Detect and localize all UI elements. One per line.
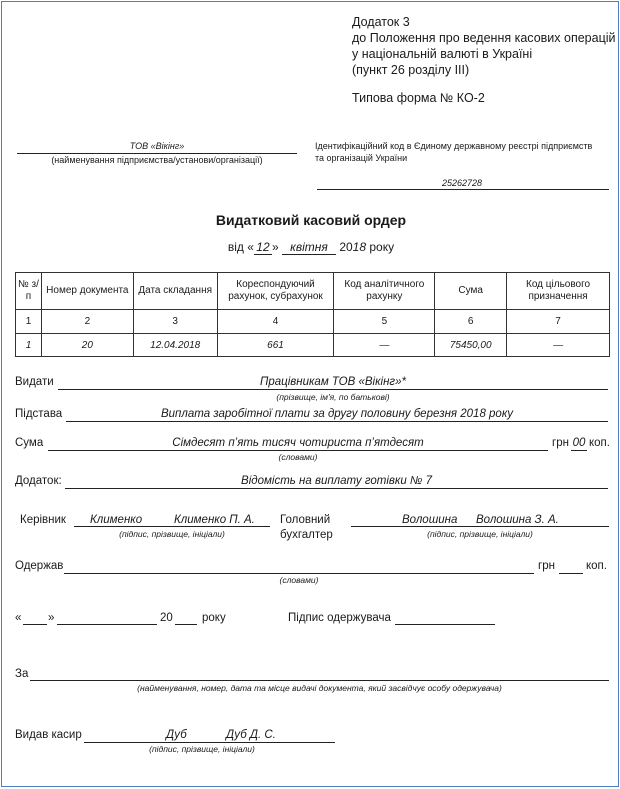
pidstava-label: Підстава bbox=[15, 408, 63, 420]
buh-label-1: Головний bbox=[280, 514, 331, 526]
kerivnyk-line bbox=[74, 526, 270, 527]
oderzhav-grn: грн bbox=[538, 560, 555, 572]
kasyr-sign: Дуб bbox=[166, 729, 187, 741]
oderzhav-label: Одержав bbox=[15, 560, 64, 572]
receipt-month-line bbox=[57, 624, 157, 625]
kerivnyk-caption: (підпис, прізвище, ініціали) bbox=[119, 529, 225, 539]
pidstava-value: Виплата заробітної плати за другу половину березня 2018 року bbox=[160, 408, 514, 420]
header-line1: Додаток 3 bbox=[352, 15, 410, 29]
oderzhav-kop-line bbox=[559, 573, 583, 574]
oderzhav-kop: коп. bbox=[586, 560, 607, 572]
header-line2: до Положення про ведення касових операцій bbox=[352, 31, 616, 45]
pidpys-label: Підпис одержувача bbox=[288, 612, 391, 624]
receipt-date-close: » bbox=[48, 612, 55, 624]
id-caption-2: та організацій України bbox=[315, 153, 408, 163]
dodatok-label: Додаток: bbox=[15, 475, 62, 487]
id-caption-1: Ідентифікаційний код в Єдиному державному реєстрі підприємств bbox=[315, 141, 593, 151]
kerivnyk-label: Керівник bbox=[20, 514, 66, 526]
kasyr-caption: (підпис, прізвище, ініціали) bbox=[149, 744, 255, 754]
kasyr-name: Дуб Д. С. bbox=[226, 729, 276, 741]
date-year: 18 bbox=[352, 240, 367, 254]
vydaty-line bbox=[58, 389, 608, 390]
document-date: від « 12 » квітня 2018 року bbox=[227, 240, 395, 254]
suma-grn: грн bbox=[552, 437, 569, 449]
pidpys-line bbox=[395, 624, 495, 625]
document-title: Видатковий касовий ордер bbox=[215, 212, 407, 228]
suma-value: Сімдесят п’ять тисяч чотириста п’ятдесят bbox=[172, 437, 424, 449]
buh-name: Волошина З. А. bbox=[476, 514, 559, 526]
document-page bbox=[1, 1, 619, 787]
org-name-line bbox=[17, 153, 297, 154]
col-header: Номер документа bbox=[41, 273, 133, 310]
table-row: 1 20 12.04.2018 661 — 75450,00 — bbox=[16, 334, 610, 357]
kerivnyk-sign: Клименко bbox=[90, 514, 143, 526]
header-line4: (пункт 26 розділу ІІІ) bbox=[352, 63, 470, 77]
suma-kop: коп. bbox=[589, 437, 610, 449]
suma-caption: (словами) bbox=[278, 452, 318, 462]
za-caption: (найменування, номер, дата та місце видачі документа, який засвідчує особу одержувача) bbox=[137, 683, 502, 693]
oderzhav-line bbox=[64, 573, 534, 574]
vydaty-caption: (прізвище, ім'я, по батькові) bbox=[276, 392, 390, 402]
vydaty-label: Видати bbox=[15, 376, 54, 388]
id-code: 25262728 bbox=[441, 178, 483, 188]
table-header-row bbox=[16, 273, 610, 310]
col-header: Кореспондуючий рахунок, субрахунок bbox=[217, 273, 334, 310]
kasyr-line bbox=[84, 742, 335, 743]
col-header: Код цільового призначення bbox=[507, 273, 610, 310]
kasyr-label: Видав касир bbox=[15, 729, 82, 741]
suma-kop-line bbox=[571, 450, 587, 451]
receipt-year-word: року bbox=[202, 612, 226, 624]
buh-sign: Волошина bbox=[402, 514, 458, 526]
date-day: 12 bbox=[254, 240, 272, 255]
order-table bbox=[15, 272, 610, 357]
suma-label: Сума bbox=[15, 437, 44, 449]
date-month: квітня bbox=[282, 240, 336, 255]
col-header: Дата складання bbox=[133, 273, 217, 310]
receipt-date-open: « bbox=[15, 612, 22, 624]
id-code-line bbox=[317, 189, 609, 190]
col-header: Код аналітичного рахунку bbox=[334, 273, 435, 310]
vydaty-value: Працівникам ТОВ «Вікінг»* bbox=[260, 376, 406, 388]
receipt-year-line bbox=[175, 624, 197, 625]
header-line3: у національній валюті в Україні bbox=[352, 47, 533, 61]
receipt-year-prefix: 20 bbox=[160, 612, 173, 624]
kerivnyk-name: Клименко П. А. bbox=[174, 514, 255, 526]
suma-kop-value: 00 bbox=[572, 437, 586, 449]
dodatok-line bbox=[65, 488, 608, 489]
col-header: Сума bbox=[435, 273, 507, 310]
buh-line bbox=[351, 526, 609, 527]
suma-line bbox=[48, 450, 548, 451]
pidstava-line bbox=[66, 421, 608, 422]
form-number: Типова форма № КО-2 bbox=[352, 91, 485, 105]
za-line bbox=[30, 680, 609, 681]
za-label: За bbox=[15, 668, 29, 680]
org-name-caption: (найменування підприємства/установи/організації) bbox=[51, 155, 263, 165]
org-name: ТОВ «Вікінг» bbox=[129, 141, 185, 151]
receipt-day-line bbox=[23, 624, 47, 625]
buh-label-2: бухгалтер bbox=[280, 529, 333, 541]
dodatok-value: Відомість на виплату готівки № 7 bbox=[241, 475, 432, 487]
buh-caption: (підпис, прізвище, ініціали) bbox=[427, 529, 533, 539]
col-header: № з/п bbox=[16, 273, 42, 310]
table-number-row: 1 2 3 4 5 6 7 bbox=[16, 310, 610, 334]
oderzhav-caption: (словами) bbox=[279, 575, 319, 585]
